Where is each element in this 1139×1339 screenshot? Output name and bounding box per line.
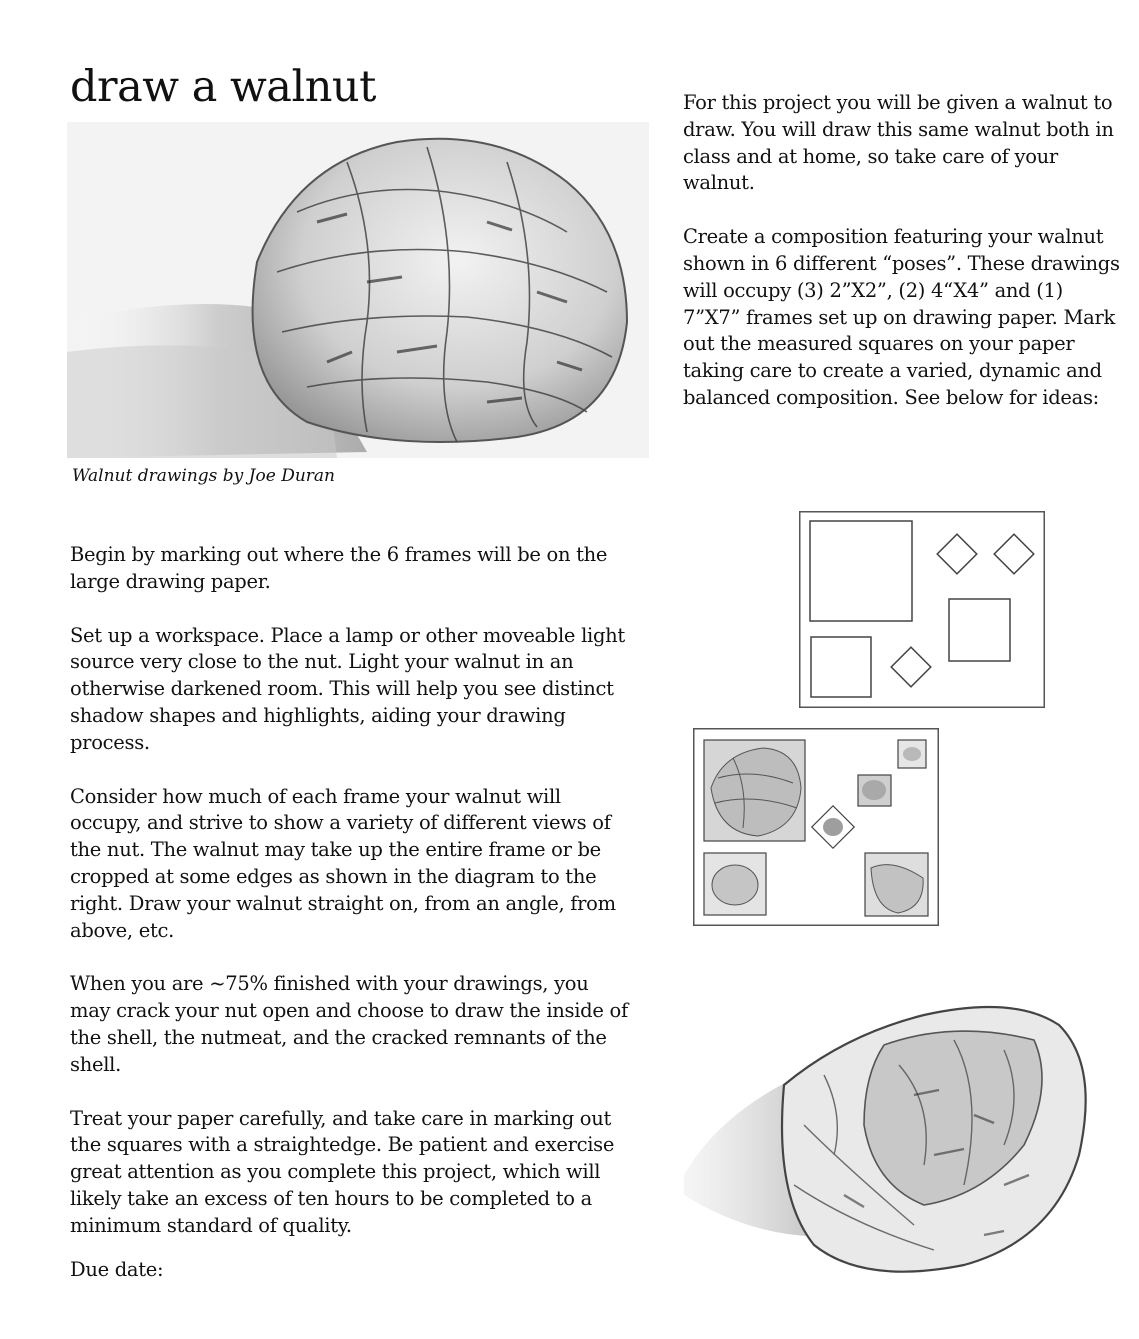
frame-layout-diagram	[799, 511, 1045, 708]
example-composition	[693, 728, 939, 926]
image-caption: Walnut drawings by Joe Duran	[72, 466, 335, 486]
instruction-paragraph: Begin by marking out where the 6 frames will be on the large drawing paper.	[70, 543, 608, 593]
page-title: draw a walnut	[70, 62, 376, 112]
instructions-text	[70, 542, 630, 1310]
intro-text	[683, 90, 1123, 439]
instruction-paragraph: Treat your paper carefully, and take care in marking out the squares with a straightedge. Be patient and exercise great attention as you complete this project, which will likely take an excess of ten hours to be completed to a minimum standard of quality.	[70, 1106, 615, 1237]
instruction-paragraph: Consider how much of each frame your walnut will occupy, and strive to show a variety of different views of the nut. The walnut may take up the entire frame or be cropped at some edges as shown in the diagram to the right. Draw your walnut straight on, from an angle, from above, etc.	[70, 784, 616, 942]
intro-paragraph: Create a composition featuring your walnut shown in 6 different “poses”. These drawings will occupy (3) 2”X2”, (2) 4“X4” and (1) 7”X7” frames set up on drawing paper. Mark out the measured squares on your paper taking care to create a varied, dynamic and balanced composition. See below for ideas:	[683, 225, 1120, 409]
walnut-hero-drawing	[67, 122, 649, 458]
due-date-label: Due date:	[70, 1257, 164, 1281]
intro-paragraph: For this project you will be given a walnut to draw. You will draw this same walnut both in class and at home, so take care of your walnut.	[683, 91, 1114, 195]
cracked-walnut-drawing	[684, 995, 1114, 1285]
instruction-paragraph: Set up a workspace. Place a lamp or other moveable light source very close to the nut. Light your walnut in an otherwise darkened room. This will help you see distinct shadow shapes and highlights, aiding your drawing process.	[70, 623, 625, 754]
instruction-paragraph: When you are ~75% finished with your drawings, you may crack your nut open and choose to draw the inside of the shell, the nutmeat, and the cracked remnants of the shell.	[70, 972, 628, 1076]
